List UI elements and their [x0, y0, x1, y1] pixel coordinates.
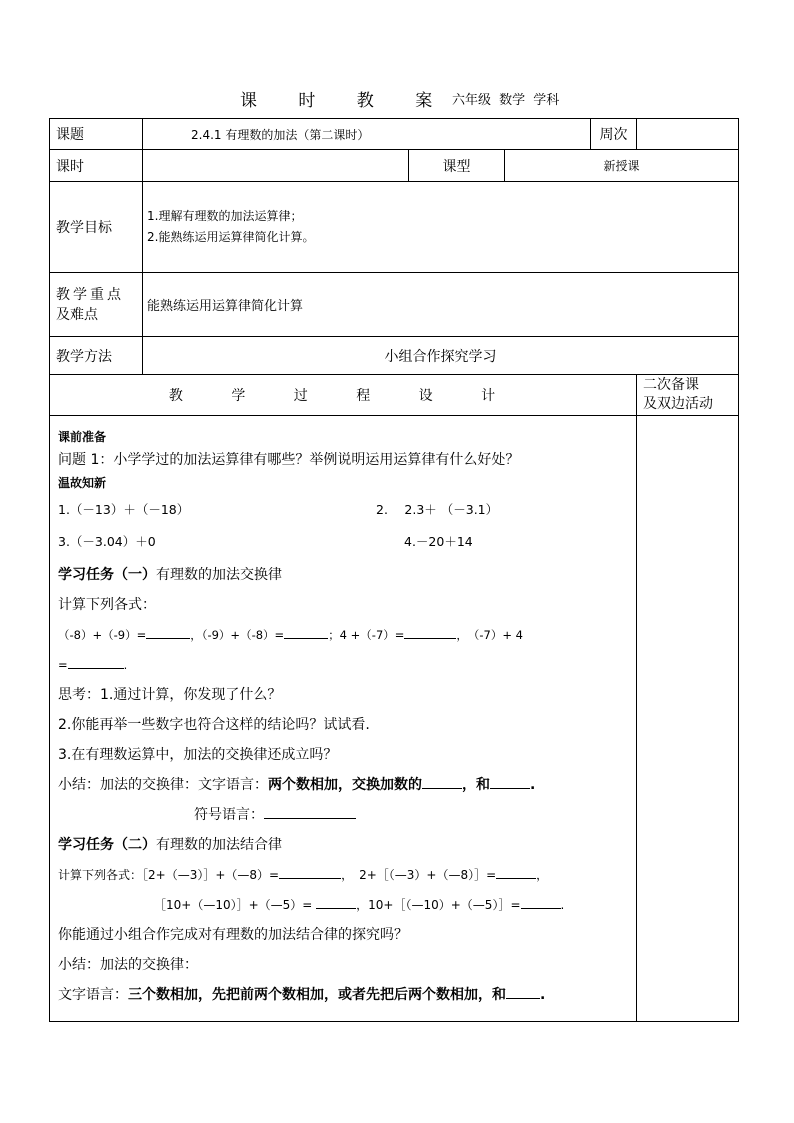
think-item: 3.在有理数运算中，加法的交换律还成立吗？	[58, 747, 338, 763]
keypoints-label-line: 教学重点	[56, 286, 124, 303]
task1-calc	[58, 620, 628, 650]
topic-row	[50, 119, 739, 150]
review-item: 2. 2.3＋ （－3.1）	[376, 502, 499, 517]
goals-cell	[143, 182, 739, 273]
calc-expr: ， 2+［（—3）+（—8）］=	[341, 868, 497, 882]
topic-label: 课题	[50, 119, 143, 150]
answer-blank[interactable]	[316, 896, 356, 909]
calc-expr: ，	[536, 868, 549, 882]
answer-blank[interactable]	[490, 776, 530, 789]
calc-expr: =	[58, 658, 68, 672]
period-value	[143, 150, 409, 182]
think-item: 2.你能再举一些数字也符合这样的结论吗？试试看.	[58, 717, 370, 733]
text-language-bold: 三个数相加，先把前两个数相加，或者先把后两个数相加，和	[128, 987, 506, 1003]
goals-label: 教学目标	[50, 182, 143, 273]
side-title-line: 二次备课	[643, 377, 700, 393]
period-row	[50, 150, 739, 182]
answer-blank[interactable]	[496, 866, 536, 879]
answer-blank[interactable]	[422, 776, 462, 789]
method-label: 教学方法	[50, 337, 143, 375]
summary1-bold: 两个数相加，交换加数的	[268, 777, 422, 793]
review-item: 1.（－13）＋（－18）	[58, 502, 190, 517]
review-item: 4.－20＋14	[404, 534, 473, 549]
keypoints-row	[50, 273, 739, 337]
side-title-line: 及双边活动	[643, 396, 714, 412]
task1-title: 有理数的加法交换律	[156, 567, 282, 583]
week-value	[637, 119, 739, 150]
answer-blank[interactable]	[146, 626, 190, 639]
document-subtitle: 六年级 数学 学科	[452, 93, 560, 108]
text-language-line: 文字语言：三个数相加，先把前两个数相加，或者先把后两个数相加，和 .	[58, 987, 546, 1003]
summary1-mid: ，和	[462, 777, 490, 793]
keypoints-label	[50, 273, 143, 337]
calc-expr: ， （-7）+ 4	[456, 628, 523, 642]
task2-line	[58, 830, 628, 860]
answer-blank[interactable]	[284, 626, 328, 639]
task1-line	[58, 560, 628, 590]
symbol-label: 符号语言：	[194, 807, 264, 823]
answer-blank[interactable]	[404, 626, 456, 639]
symbol-line	[58, 800, 628, 830]
process-content	[50, 416, 637, 1022]
summary2: 小结：加法的交换律：	[58, 957, 198, 973]
answer-blank[interactable]	[279, 866, 341, 879]
answer-blank[interactable]	[521, 896, 561, 909]
goal-item: 2.能熟练运用运算律简化计算。	[147, 230, 315, 244]
process-header-row	[50, 375, 739, 416]
review-heading: 温故知新	[58, 476, 107, 490]
review-row	[58, 494, 628, 522]
summary1-line: 小结：加法的交换律：文字语言：两个数相加，交换加数的 ，和 .	[58, 777, 536, 793]
calc-expr: ；4 +（-7）=	[328, 628, 405, 642]
calc-expr: ，（-9）+（-8）=	[190, 628, 285, 642]
calc-expr: ［10+（—10）］+（—5）=	[154, 898, 317, 912]
calc-expr: 计算下列各式：［2+（—3）］+（—8）=	[58, 868, 280, 882]
answer-blank[interactable]	[68, 656, 124, 669]
topic-value: 2.4.1 有理数的加法（第二课时）	[143, 119, 591, 150]
goals-row	[50, 182, 739, 273]
keypoints-label-line: 及难点	[56, 306, 98, 323]
text-language-label: 文字语言：	[58, 987, 128, 1003]
keypoints-value: 能熟练运用运算律简化计算	[143, 273, 739, 337]
side-activity-cell	[637, 416, 739, 1022]
answer-blank[interactable]	[264, 806, 356, 819]
goal-item: 1.理解有理数的加法运算律；	[147, 209, 303, 223]
prep-heading: 课前准备	[58, 430, 107, 444]
answer-blank[interactable]	[506, 986, 540, 999]
think-item: 思考：1.通过计算，你发现了什么？	[58, 687, 282, 703]
type-label: 课型	[409, 150, 505, 182]
lesson-plan-table	[49, 118, 739, 1022]
calc-expr: ，10+［（—10）+（—5）］=	[356, 898, 521, 912]
method-value: 小组合作探究学习	[143, 337, 739, 375]
task1-prompt: 计算下列各式：	[58, 597, 156, 613]
task2-title: 有理数的加法结合律	[156, 837, 282, 853]
process-body-row	[50, 416, 739, 1022]
task1-calc-end: = .	[58, 658, 128, 672]
question-1: 问题 1：小学学过的加法运算律有哪些？举例说明运用运算律有什么好处？	[58, 452, 520, 468]
period-label: 课时	[50, 150, 143, 182]
summary1-prefix: 小结：加法的交换律：文字语言：	[58, 777, 268, 793]
task1-heading: 学习任务（一）	[58, 567, 156, 583]
type-value: 新授课	[505, 150, 739, 182]
week-label: 周次	[591, 119, 637, 150]
document-title: 课 时 教 案	[240, 91, 451, 111]
method-row	[50, 337, 739, 375]
process-title: 教 学 过 程 设 计	[50, 375, 637, 416]
review-item: 3.（－3.04）＋0	[58, 534, 156, 549]
page-header	[0, 86, 794, 110]
side-title	[637, 375, 739, 416]
task2-heading: 学习任务（二）	[58, 837, 156, 853]
task2-calc-1	[58, 860, 628, 890]
review-row	[58, 522, 628, 556]
group-question: 你能通过小组合作完成对有理数的加法结合律的探究吗？	[58, 927, 408, 943]
calc-expr: （-8）+（-9）=	[58, 628, 147, 642]
task2-calc-2: ［10+（—10）］+（—5）= ，10+［（—10）+（—5）］= .	[154, 898, 565, 912]
